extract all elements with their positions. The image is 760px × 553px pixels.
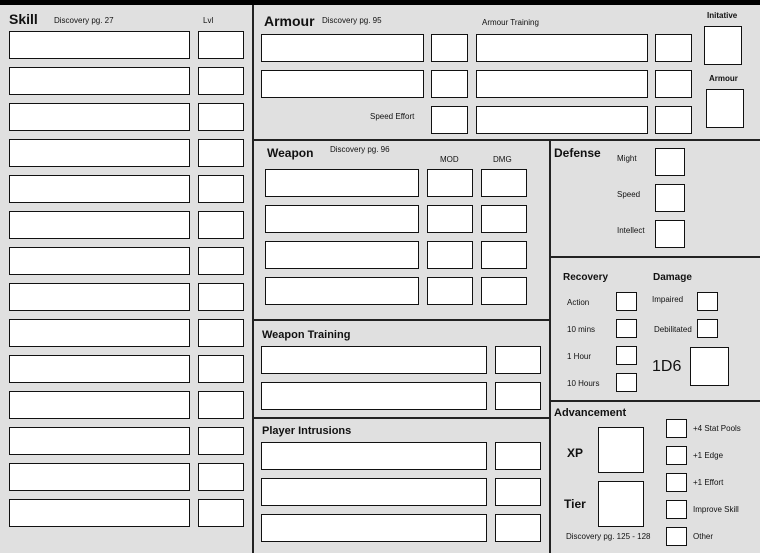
skill-name-field[interactable]: [9, 319, 190, 347]
weapon-title: Weapon: [267, 146, 314, 160]
divider: [549, 256, 760, 258]
player-intrusions-title: Player Intrusions: [262, 425, 352, 437]
damage-die-field[interactable]: [690, 347, 729, 386]
skill-name-field[interactable]: [9, 247, 190, 275]
weapon-name-field[interactable]: [265, 205, 419, 233]
recovery-checkbox[interactable]: [616, 373, 637, 392]
weapon-dmg-field[interactable]: [481, 205, 527, 233]
advancement-checkbox[interactable]: [666, 473, 687, 492]
armour-name-field[interactable]: [261, 70, 424, 98]
advancement-option-label: Other: [693, 532, 714, 541]
skill-name-field[interactable]: [9, 427, 190, 455]
initiative-field[interactable]: [704, 26, 742, 65]
armour-training-field[interactable]: [476, 70, 648, 98]
advancement-option-label: +1 Effort: [693, 478, 724, 487]
recovery-title: Recovery: [563, 272, 609, 283]
divider: [252, 139, 760, 141]
tier-field[interactable]: [598, 481, 644, 527]
weapon-mod-field[interactable]: [427, 277, 473, 305]
skill-name-field[interactable]: [9, 31, 190, 59]
impaired-label: Impaired: [652, 295, 684, 304]
weapon-mod-field[interactable]: [427, 169, 473, 197]
armour-value-field[interactable]: [431, 34, 468, 62]
skill-name-field[interactable]: [9, 499, 190, 527]
initiative-label: Initative: [707, 11, 738, 20]
weapon-mod-field[interactable]: [427, 241, 473, 269]
top-border: [0, 0, 760, 5]
advancement-checkbox[interactable]: [666, 527, 687, 546]
might-label: Might: [617, 154, 637, 163]
advancement-option-label: Improve Skill: [693, 505, 739, 514]
defense-title: Defense: [554, 146, 601, 160]
skill-level-field[interactable]: [198, 499, 244, 527]
weapon-ref: Discovery pg. 96: [330, 145, 390, 154]
skill-name-field[interactable]: [9, 175, 190, 203]
skill-name-field[interactable]: [9, 391, 190, 419]
armour-training-field[interactable]: [476, 34, 648, 62]
player-intrusion-value-field[interactable]: [495, 442, 541, 470]
armour-training-label: Armour Training: [482, 18, 539, 27]
armour-title: Armour: [264, 13, 315, 29]
skill-level-field[interactable]: [198, 355, 244, 383]
advancement-checkbox[interactable]: [666, 500, 687, 519]
armour-training-level-field[interactable]: [655, 106, 692, 134]
xp-field[interactable]: [598, 427, 644, 473]
skill-level-field[interactable]: [198, 427, 244, 455]
armour-training-level-field[interactable]: [655, 34, 692, 62]
dmg-label: DMG: [493, 155, 512, 164]
skill-name-field[interactable]: [9, 463, 190, 491]
damage-title: Damage: [653, 272, 692, 283]
skill-level-field[interactable]: [198, 103, 244, 131]
speed-effort-label: Speed Effort: [370, 112, 415, 121]
weapon-dmg-field[interactable]: [481, 277, 527, 305]
skill-level-field[interactable]: [198, 175, 244, 203]
recovery-label: 10 mins: [567, 325, 596, 334]
mod-label: MOD: [440, 155, 459, 164]
intellect-label: Intellect: [617, 226, 645, 235]
speed-label: Speed: [617, 190, 641, 199]
tier-label: Tier: [564, 497, 586, 511]
skill-level-field[interactable]: [198, 211, 244, 239]
armour-value-label: Armour: [709, 74, 738, 83]
armour-training-field[interactable]: [476, 106, 648, 134]
divider: [252, 417, 549, 419]
armour-value-field[interactable]: [431, 70, 468, 98]
skill-level-field[interactable]: [198, 247, 244, 275]
recovery-checkbox[interactable]: [616, 346, 637, 365]
skill-name-field[interactable]: [9, 355, 190, 383]
lvl-label: Lvl: [203, 16, 214, 25]
defense-intellect-field[interactable]: [655, 220, 685, 248]
advancement-ref: Discovery pg. 125 - 128: [566, 532, 651, 541]
armour-name-field[interactable]: [261, 34, 424, 62]
player-intrusion-value-field[interactable]: [495, 514, 541, 542]
debilitated-checkbox[interactable]: [697, 319, 718, 338]
divider: [549, 139, 551, 553]
skill-level-field[interactable]: [198, 391, 244, 419]
weapon-dmg-field[interactable]: [481, 241, 527, 269]
weapon-name-field[interactable]: [265, 169, 419, 197]
xp-label: XP: [567, 446, 584, 460]
weapon-training-field[interactable]: [261, 382, 487, 410]
skill-level-field[interactable]: [198, 31, 244, 59]
impaired-checkbox[interactable]: [697, 292, 718, 311]
armour-total-field[interactable]: [706, 89, 744, 128]
weapon-training-title: Weapon Training: [262, 329, 351, 341]
recovery-label: Action: [567, 298, 590, 307]
skill-name-field[interactable]: [9, 283, 190, 311]
weapon-name-field[interactable]: [265, 241, 419, 269]
defense-speed-field[interactable]: [655, 184, 685, 212]
skill-level-field[interactable]: [198, 283, 244, 311]
advancement-title: Advancement: [554, 407, 627, 419]
skill-level-field[interactable]: [198, 463, 244, 491]
player-intrusion-field[interactable]: [261, 514, 487, 542]
recovery-checkbox[interactable]: [616, 292, 637, 311]
weapon-mod-field[interactable]: [427, 205, 473, 233]
recovery-checkbox[interactable]: [616, 319, 637, 338]
divider: [252, 5, 254, 553]
armour-training-level-field[interactable]: [655, 70, 692, 98]
player-intrusion-value-field[interactable]: [495, 478, 541, 506]
skill-title: Skill: [9, 11, 38, 27]
defense-might-field[interactable]: [655, 148, 685, 176]
speed-effort-field[interactable]: [431, 106, 468, 134]
debilitated-label: Debilitated: [654, 325, 692, 334]
weapon-training-level-field[interactable]: [495, 382, 541, 410]
skill-name-field[interactable]: [9, 103, 190, 131]
skill-ref: Discovery pg. 27: [54, 16, 114, 25]
skill-level-field[interactable]: [198, 67, 244, 95]
weapon-training-level-field[interactable]: [495, 346, 541, 374]
weapon-dmg-field[interactable]: [481, 169, 527, 197]
skill-name-field[interactable]: [9, 139, 190, 167]
skill-name-field[interactable]: [9, 211, 190, 239]
recovery-label: 10 Hours: [567, 379, 600, 388]
recovery-label: 1 Hour: [567, 352, 592, 361]
weapon-training-field[interactable]: [261, 346, 487, 374]
skill-level-field[interactable]: [198, 139, 244, 167]
damage-die-label: 1D6: [652, 358, 682, 375]
divider: [252, 319, 549, 321]
advancement-checkbox[interactable]: [666, 419, 687, 438]
player-intrusion-field[interactable]: [261, 478, 487, 506]
player-intrusion-field[interactable]: [261, 442, 487, 470]
skill-level-field[interactable]: [198, 319, 244, 347]
divider: [549, 400, 760, 402]
advancement-option-label: +4 Stat Pools: [693, 424, 741, 433]
armour-ref: Discovery pg. 95: [322, 16, 382, 25]
weapon-name-field[interactable]: [265, 277, 419, 305]
advancement-checkbox[interactable]: [666, 446, 687, 465]
skill-name-field[interactable]: [9, 67, 190, 95]
advancement-option-label: +1 Edge: [693, 451, 724, 460]
